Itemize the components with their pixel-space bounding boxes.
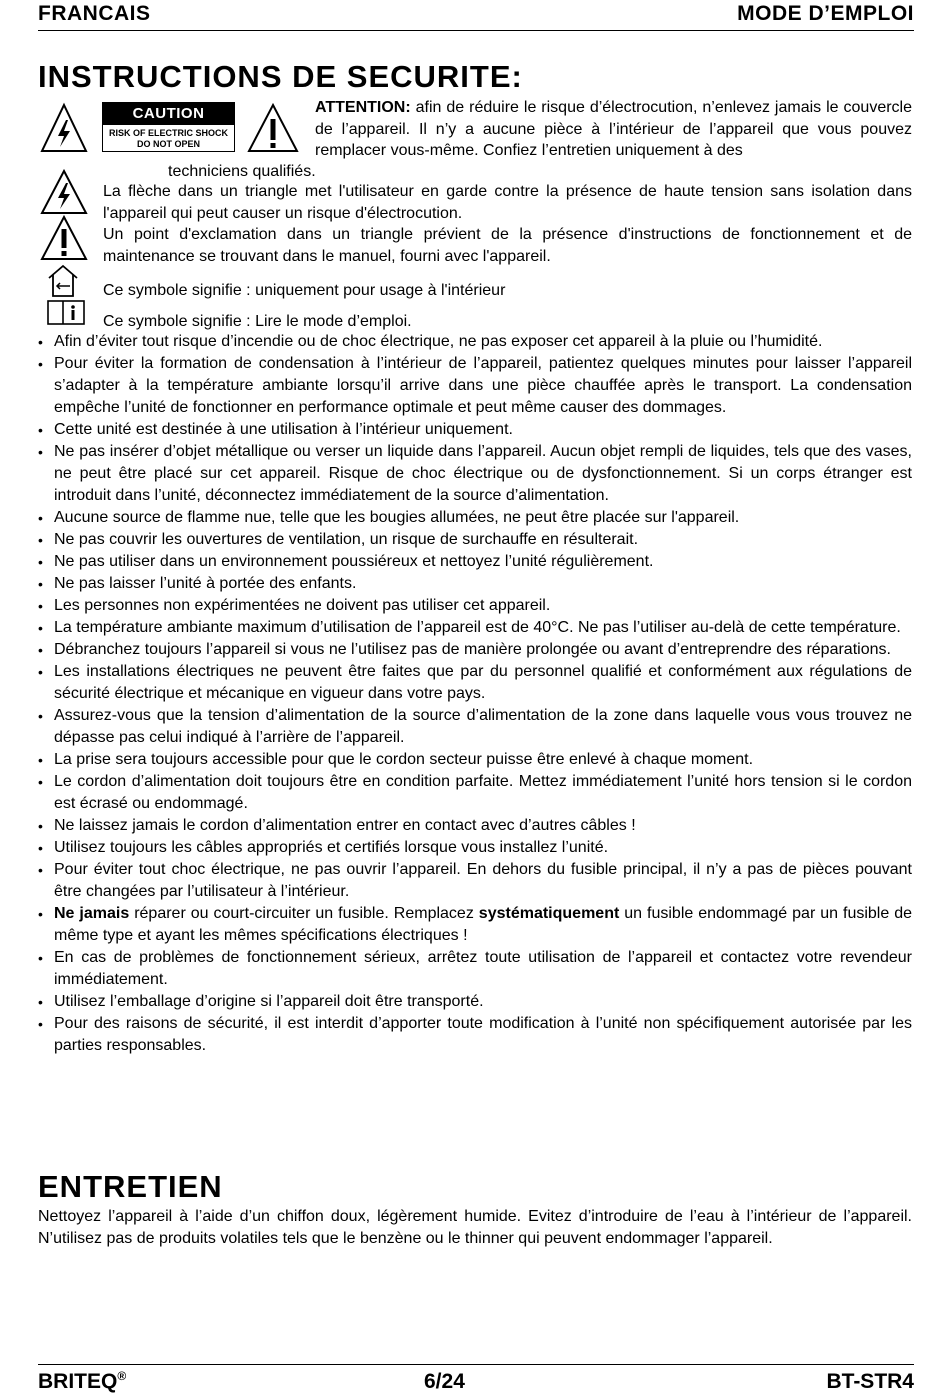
- caution-label-text: [103, 125, 234, 150]
- safety-title: INSTRUCTIONS DE SECURITE:: [38, 59, 523, 94]
- caution-label: [102, 102, 235, 152]
- exclamation-symbol-icon: [39, 214, 89, 262]
- list-item: • Ne pas insérer d’objet métallique ou verser un liquide dans l’appareil. Aucun objet rempli de liquides, tels que des vases, ne peut être placé sur cet appareil. Risque de choc électrique ou de dysfonctionnement. Si un corps étranger est introduit dans l’unité, déconnectez immédiatement de la source d’alimentation.: [38, 441, 912, 507]
- list-item: • Les personnes non expérimentées ne doivent pas utiliser cet appareil.: [38, 595, 912, 617]
- list-item: • Utilisez l’emballage d’origine si l’appareil doit être transporté.: [38, 991, 912, 1013]
- fuse-bold-never: Ne jamais: [54, 905, 130, 922]
- list-item: • Ne pas utiliser dans un environnement poussiéreux et nettoyez l’unité régulièrement.: [38, 551, 912, 573]
- page-footer: [38, 1364, 914, 1395]
- list-item: • Ne pas couvrir les ouvertures de ventilation, un risque de surchauffe en résulterait.: [38, 529, 912, 551]
- attention-continuation: techniciens qualifiés.: [168, 163, 316, 180]
- caution-label-title: CAUTION: [103, 103, 234, 125]
- page-header: [38, 0, 914, 31]
- safety-bullet-list: [38, 331, 912, 1057]
- brand-name: BRITEQ: [38, 1370, 118, 1393]
- flash-explanation: La flèche dans un triangle met l'utilisateur en garde contre la présence de haute tension sans isolation dans l'appareil qui peut causer un risque d'électrocution.: [103, 183, 912, 222]
- high-voltage-warning-icon: [39, 102, 89, 154]
- registered-mark: ®: [117, 1369, 127, 1383]
- attention-text: afin de réduire le risque d’électrocution, n’enlevez jamais le couvercle de l’appareil. Il n’y a aucune pièce à l’intérieur de l’appareil que vous pouvez remplacer vous-même. Confiez l’entretien uniquement à des: [315, 99, 912, 159]
- read-manual-icon: [46, 298, 86, 326]
- indoor-use-icon: [46, 264, 80, 298]
- list-item: • La prise sera toujours accessible pour que le cordon secteur puisse être enlevé à chaque moment.: [38, 749, 912, 771]
- exclamation-warning-icon: [246, 102, 300, 154]
- list-item: • Pour éviter tout choc électrique, ne pas ouvrir l’appareil. En dehors du fusible principal, il n’y a pas de pièces pouvant être changées par l’utilisateur à l’intérieur.: [38, 859, 912, 903]
- list-item: • En cas de problèmes de fonctionnement sérieux, arrêtez toute utilisation de l’appareil et contactez votre revendeur immédiatement.: [38, 947, 912, 991]
- maintenance-text: Nettoyez l’appareil à l’aide d’un chiffon doux, légèrement humide. Evitez d’introduire de l’eau à l’intérieur de l’appareil. N’utilisez pas de produits volatiles tels que le benzène ou le thinner qui peuvent endommager l’appareil.: [38, 1208, 912, 1247]
- list-item: • Pour éviter la formation de condensation à l’intérieur de l’appareil, patientez quelques minutes pour laisser l’appareil s’adapter à la température ambiante lorsqu’il arrive dans une pièce chauffée après le transport. La condensation empêche l’unité de fonctionner en performance optimale et peut même causer des dommages.: [38, 353, 912, 419]
- list-item: • La température ambiante maximum d’utilisation de l’appareil est de 40°C. Ne pas l’utiliser au-delà de cette température.: [38, 617, 912, 639]
- list-item: • Les installations électriques ne peuvent être faites que par du personnel qualifié et conformément aux régulations de sécurité électrique et mécanique en vigueur dans votre pays.: [38, 661, 912, 705]
- list-item: • Utilisez toujours les câbles appropriés et certifiés lorsque vous installez l’unité.: [38, 837, 912, 859]
- list-item: • Débranchez toujours l’appareil si vous ne l’utilisez pas de manière prolongée ou avant d’entreprendre des réparations.: [38, 639, 912, 661]
- list-item: • Aucune source de flamme nue, telle que les bougies allumées, ne peut être placée sur l'appareil.: [38, 507, 912, 529]
- list-item: • Assurez-vous que la tension d’alimentation de la source d’alimentation de la zone dans laquelle vous vous trouvez ne dépasse pas celui indiqué à l’arrière de l’appareil.: [38, 705, 912, 749]
- list-item: • Ne laissez jamais le cordon d’alimentation entrer en contact avec d’autres câbles !: [38, 815, 912, 837]
- header-language: FRANCAIS: [38, 2, 151, 25]
- fuse-bold-always: systématiquement: [478, 905, 620, 922]
- footer-brand: [38, 1370, 126, 1394]
- header-doc-type: MODE D’EMPLOI: [737, 2, 914, 25]
- list-item: • Afin d’éviter tout risque d’incendie ou de choc électrique, ne pas exposer cet appareil à la pluie ou l’humidité.: [38, 331, 912, 353]
- list-item: • Pour des raisons de sécurité, il est interdit d’apporter toute modification à l’unité non spécifiquement autorisée par les parties responsables.: [38, 1013, 912, 1057]
- page-number: 6/24: [424, 1370, 465, 1393]
- list-item: • Cette unité est destinée à une utilisation à l’intérieur uniquement.: [38, 419, 912, 441]
- list-item: • Le cordon d’alimentation doit toujours être en condition parfaite. Mettez immédiatement l’unité hors tension si le cordon est écrasé ou endommagé.: [38, 771, 912, 815]
- attention-paragraph: [315, 97, 912, 162]
- maintenance-title: ENTRETIEN: [38, 1169, 223, 1204]
- list-item-fuse: [38, 903, 912, 947]
- fuse-text-2: un fusible endommagé par un fusible de même type et ayant les mêmes spécifications électriques !: [54, 905, 913, 944]
- list-item: • Ne pas laisser l’unité à portée des enfants.: [38, 573, 912, 595]
- exclamation-explanation: Un point d'exclamation dans un triangle prévient de la présence d'instructions de fonctionnement et de maintenance se trouvant dans le manuel, fourni avec l'appareil.: [103, 226, 912, 265]
- attention-label: ATTENTION:: [315, 99, 411, 116]
- high-voltage-symbol-icon: [39, 168, 89, 216]
- caution-label-line1: RISK OF ELECTRIC SHOCK: [108, 128, 228, 138]
- fuse-text-1: réparer ou court-circuiter un fusible. Remplacez: [129, 905, 479, 922]
- indoor-explanation: Ce symbole signifie : uniquement pour usage à l'intérieur: [103, 282, 506, 299]
- manual-explanation: Ce symbole signifie : Lire le mode d’emploi.: [103, 313, 412, 330]
- footer-model: BT-STR4: [826, 1370, 914, 1393]
- caution-label-line2: DO NOT OPEN: [136, 139, 200, 149]
